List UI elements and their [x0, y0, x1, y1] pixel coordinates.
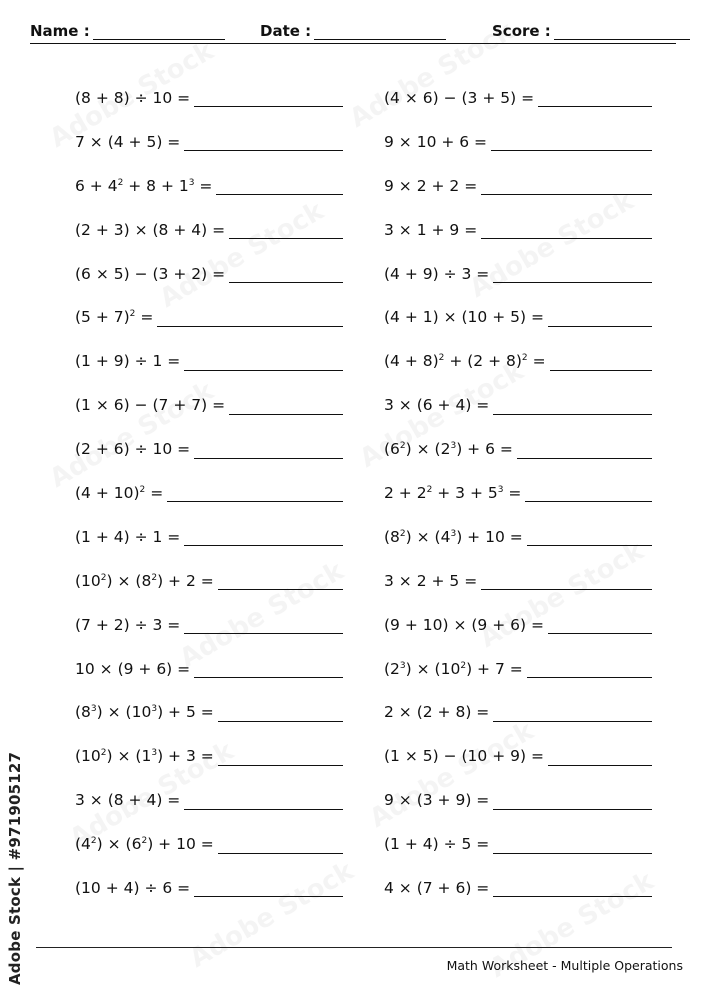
problem-expression: (4 × 6) − (3 + 5) = [384, 88, 535, 107]
problem-expression: 9 × (3 + 9) = [384, 791, 490, 810]
problem-expression: $(10^2) \times (1^3) + 3$ = [75, 747, 214, 766]
problem-expression: $(4 + 10)^2$ = [75, 483, 164, 502]
problem-expression: $(4 + 8)^2 + (2 + 8)^2$ = [384, 352, 546, 371]
answer-blank-line[interactable] [184, 791, 343, 810]
footer-divider [36, 947, 672, 948]
problem-row [384, 76, 652, 120]
problem-expression: $(10^2) \times (8^2) + 2$ = [75, 571, 214, 590]
side-watermark: Adobe Stock | #971905127 [6, 751, 24, 985]
problem-row [384, 647, 652, 691]
problem-row [384, 778, 652, 822]
answer-blank-line[interactable] [184, 615, 343, 634]
problem-expression: (7 + 2) ÷ 3 = [75, 615, 181, 634]
problem-row [384, 295, 652, 339]
score-blank-line[interactable] [554, 25, 690, 40]
answer-blank-line[interactable] [481, 220, 652, 239]
answer-blank-line[interactable] [218, 835, 343, 854]
problem-row [384, 515, 652, 559]
score-label: Score : [492, 22, 551, 40]
problem-expression: (9 + 10) × (9 + 6) = [384, 615, 544, 634]
answer-blank-line[interactable] [218, 747, 343, 766]
problem-row [75, 866, 343, 910]
answer-blank-line[interactable] [229, 396, 343, 415]
problem-row [75, 120, 343, 164]
answer-blank-line[interactable] [184, 352, 343, 371]
score-field[interactable] [492, 22, 690, 40]
problem-row [75, 603, 343, 647]
problem-expression: (2 + 6) ÷ 10 = [75, 440, 191, 459]
answer-blank-line[interactable] [493, 703, 652, 722]
problem-row [384, 690, 652, 734]
problem-row [75, 471, 343, 515]
problem-expression: $(8^2) \times (4^3) + 10$ = [384, 527, 523, 546]
problem-expression: 9 × 2 + 2 = [384, 176, 478, 195]
problem-expression: (10 + 4) ÷ 6 = [75, 878, 191, 897]
name-blank-line[interactable] [93, 25, 225, 40]
answer-blank-line[interactable] [493, 791, 652, 810]
problem-row [75, 822, 343, 866]
problem-expression: $(8^3) \times (10^3) + 5$ = [75, 703, 214, 722]
answer-blank-line[interactable] [527, 659, 652, 678]
answer-blank-line[interactable] [167, 483, 343, 502]
answer-blank-line[interactable] [218, 703, 343, 722]
problem-expression: 7 × (4 + 5) = [75, 132, 181, 151]
answer-blank-line[interactable] [216, 176, 343, 195]
problem-expression: 3 × 2 + 5 = [384, 571, 478, 590]
problem-expression: (1 + 4) ÷ 1 = [75, 527, 181, 546]
answer-blank-line[interactable] [229, 220, 343, 239]
problem-expression: 4 × (7 + 6) = [384, 878, 490, 897]
answer-blank-line[interactable] [527, 527, 652, 546]
problem-expression: (1 × 5) − (10 + 9) = [384, 747, 544, 766]
problem-row [75, 559, 343, 603]
problem-row [384, 252, 652, 296]
problem-row [75, 515, 343, 559]
problem-row [75, 295, 343, 339]
problem-row [75, 208, 343, 252]
problem-expression: (4 + 1) × (10 + 5) = [384, 308, 544, 327]
problem-row [384, 164, 652, 208]
date-field[interactable] [260, 22, 446, 40]
problem-expression: 10 × (9 + 6) = [75, 659, 191, 678]
answer-blank-line[interactable] [194, 659, 343, 678]
answer-blank-line[interactable] [229, 264, 343, 283]
problem-expression: 3 × (8 + 4) = [75, 791, 181, 810]
problem-expression: (4 + 9) ÷ 3 = [384, 264, 490, 283]
problem-row [384, 339, 652, 383]
answer-blank-line[interactable] [481, 176, 652, 195]
problem-row [384, 208, 652, 252]
problem-expression: (1 + 9) ÷ 1 = [75, 352, 181, 371]
problem-expression: (1 + 4) ÷ 5 = [384, 835, 490, 854]
problem-row [384, 383, 652, 427]
problem-row [384, 559, 652, 603]
answer-blank-line[interactable] [194, 440, 343, 459]
problem-row [384, 120, 652, 164]
answer-blank-line[interactable] [493, 264, 652, 283]
problem-row [75, 690, 343, 734]
answer-blank-line[interactable] [481, 571, 652, 590]
problem-expression: $6 + 4^2 + 8 + 1^3$ = [75, 176, 213, 195]
problem-row [75, 252, 343, 296]
problem-row [75, 778, 343, 822]
answer-blank-line[interactable] [548, 615, 652, 634]
answer-blank-line[interactable] [493, 835, 652, 854]
problem-expression: $(6^2) \times (2^3) + 6$ = [384, 440, 513, 459]
problem-expression: (8 + 8) ÷ 10 = [75, 88, 191, 107]
right-problem-column [384, 76, 652, 910]
problem-expression: $2 + 2^2 + 3 + 5^3$ = [384, 483, 522, 502]
problem-expression: 3 × (6 + 4) = [384, 396, 490, 415]
problem-row [384, 603, 652, 647]
answer-blank-line[interactable] [184, 132, 343, 151]
problem-expression: 3 × 1 + 9 = [384, 220, 478, 239]
date-label: Date : [260, 22, 312, 40]
problem-row [75, 427, 343, 471]
worksheet-header [0, 0, 707, 46]
answer-blank-line[interactable] [184, 527, 343, 546]
answer-blank-line[interactable] [493, 396, 652, 415]
answer-blank-line[interactable] [194, 88, 343, 107]
footer-title: Math Worksheet - Multiple Operations [446, 958, 683, 973]
problem-row [384, 822, 652, 866]
answer-blank-line[interactable] [493, 878, 652, 897]
header-divider [30, 43, 676, 44]
problem-expression: 2 × (2 + 8) = [384, 703, 490, 722]
answer-blank-line[interactable] [218, 571, 343, 590]
problem-expression: (2 + 3) × (8 + 4) = [75, 220, 226, 239]
answer-blank-line[interactable] [517, 440, 652, 459]
problem-row [384, 866, 652, 910]
date-blank-line[interactable] [314, 25, 446, 40]
name-label: Name : [30, 22, 90, 40]
problem-row [384, 734, 652, 778]
left-problem-column [75, 76, 343, 910]
problem-row [75, 383, 343, 427]
problem-row [75, 76, 343, 120]
problem-row [75, 734, 343, 778]
problem-row [384, 471, 652, 515]
problem-row [75, 164, 343, 208]
answer-blank-line[interactable] [548, 747, 652, 766]
answer-blank-line[interactable] [538, 88, 652, 107]
answer-blank-line[interactable] [194, 878, 343, 897]
answer-blank-line[interactable] [548, 308, 652, 327]
problem-row [384, 427, 652, 471]
problem-expression: $(2^3) \times (10^2) + 7$ = [384, 659, 523, 678]
answer-blank-line[interactable] [525, 483, 652, 502]
problem-row [75, 647, 343, 691]
problem-expression: $(5 + 7)^2$ = [75, 308, 154, 327]
answer-blank-line[interactable] [550, 352, 652, 371]
problem-expression: 9 × 10 + 6 = [384, 132, 488, 151]
name-field[interactable] [30, 22, 225, 40]
answer-blank-line[interactable] [157, 308, 343, 327]
answer-blank-line[interactable] [491, 132, 652, 151]
problem-expression: (6 × 5) − (3 + 2) = [75, 264, 226, 283]
problem-expression: (1 × 6) − (7 + 7) = [75, 396, 226, 415]
problem-row [75, 339, 343, 383]
problem-expression: $(4^2) \times (6^2) + 10$ = [75, 835, 214, 854]
